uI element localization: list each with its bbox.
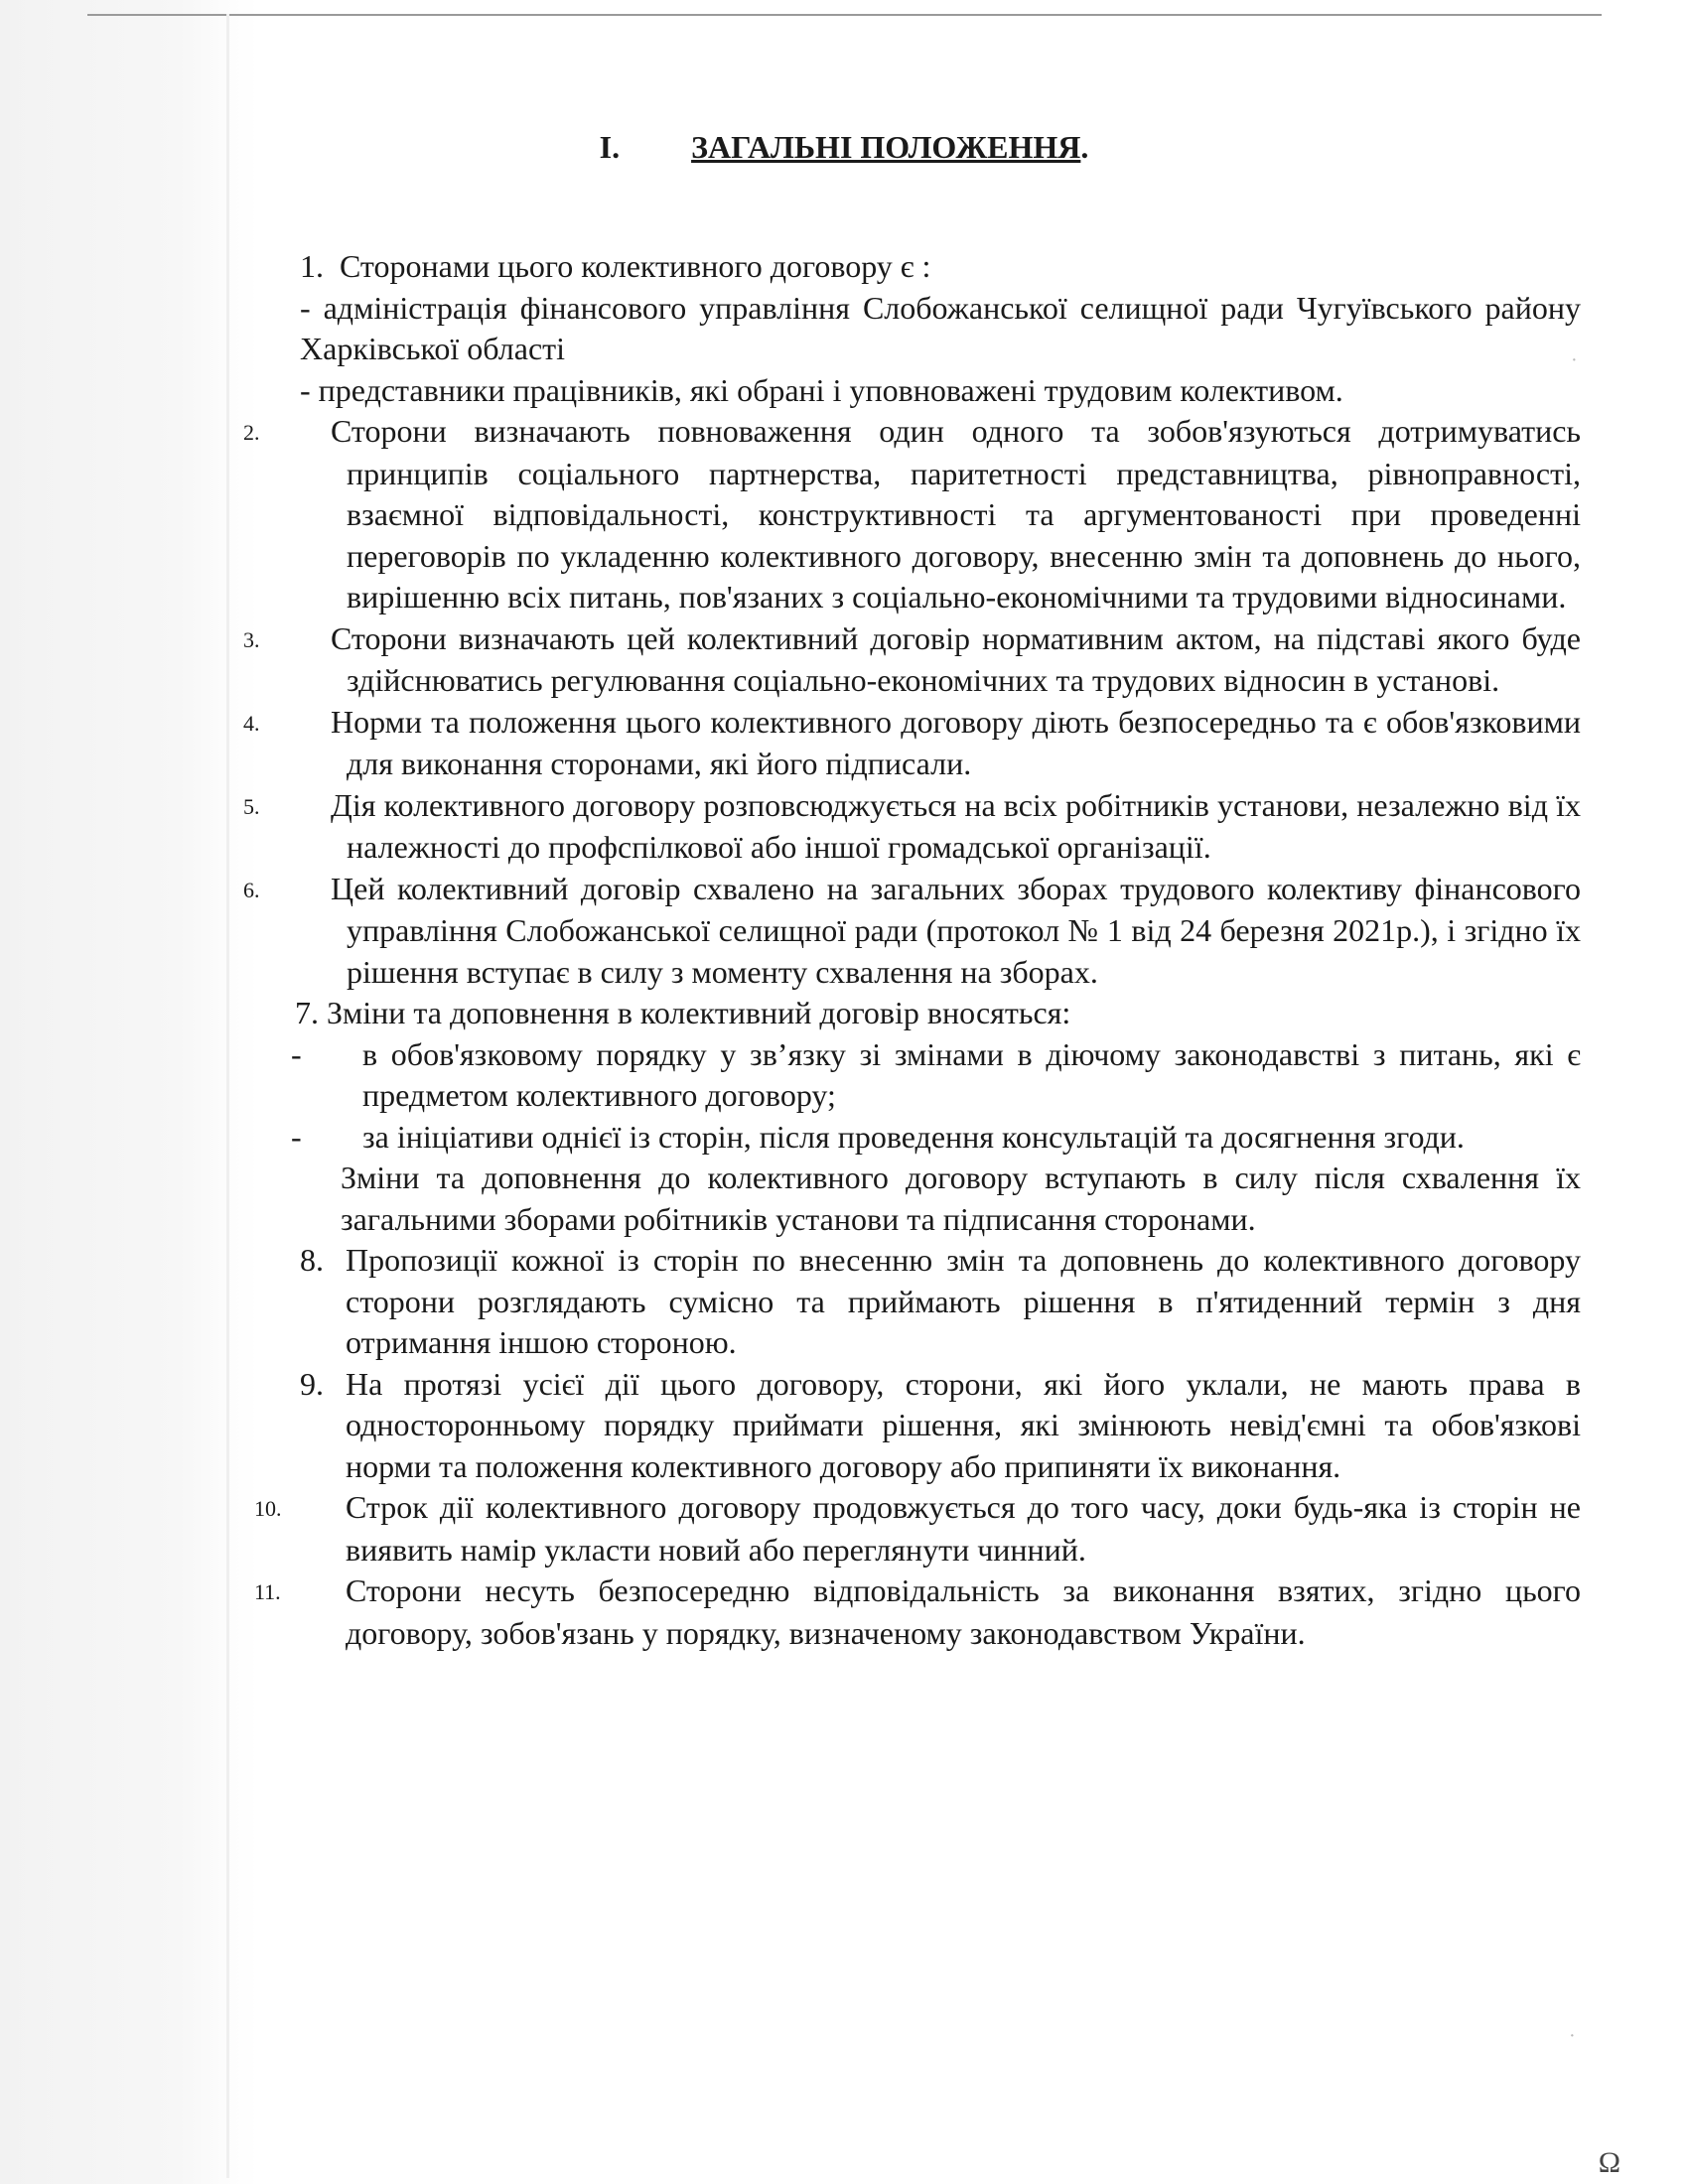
clause-text: Цей колективний договір схвалено на загальних зборах трудового колективу фінансового управління Слобожанської селищної ради (протокол № 1 від 24 березня 2021р.), і згідно їх рішення вступає в силу з моменту схвалення на зборах. bbox=[331, 870, 1581, 990]
clause-lead: Зміни та доповнення в колективний договір вносяться: bbox=[327, 995, 1071, 1030]
clause-4 bbox=[243, 702, 1581, 785]
dash-marker: - bbox=[291, 1118, 302, 1155]
clause-text: Норми та положення цього колективного договору діють безпосередньо та є обов'язковими для виконання сторонами, які його підписали. bbox=[331, 703, 1581, 781]
scan-speck: · bbox=[1569, 2025, 1576, 2047]
document-body bbox=[243, 246, 1581, 1654]
section-title-period: . bbox=[1080, 129, 1089, 165]
clause-3 bbox=[243, 618, 1581, 702]
clause-line: - представники працівників, які обрані і уповноважені трудовим колективом. bbox=[300, 371, 1343, 408]
clause-number: 10. bbox=[254, 1496, 282, 1521]
clause-text: Сторони визначають повноваження один одного та зобов'язуються дотримуватись принципів соціального партнерства, паритетності представництва, рівноправності, взаємної відповідальності, конструктивності та аргументованості при проведенні переговорів по укладенню колективного договору, внесенню змін та доповнень до нього, вирішенню всіх питань, пов'язаних з соціально-економічними та трудовими відносинами. bbox=[331, 413, 1581, 614]
clause-number: 6. bbox=[243, 877, 260, 902]
clause-lead: Сторонами цього колективного договору є : bbox=[340, 248, 931, 284]
clause-number: 11. bbox=[254, 1579, 281, 1604]
clause-11 bbox=[254, 1570, 1581, 1654]
clause-tail: Зміни та доповнення до колективного договору вступають в силу після схвалення їх загальними зборами робітників установи та підписання сторонами. bbox=[341, 1160, 1581, 1237]
subitem-text: в обов'язковому порядку у зв’язку зі змінами в діючому законодавстві з питань, які є предметом колективного договору; bbox=[362, 1035, 1581, 1113]
clause-subitem bbox=[291, 1034, 1581, 1117]
clause-7 bbox=[291, 993, 1581, 1240]
section-number: I. bbox=[599, 129, 621, 165]
clause-number: 9. bbox=[300, 1365, 324, 1402]
section-title: ЗАГАЛЬНІ ПОЛОЖЕННЯ bbox=[691, 129, 1081, 165]
clause-text: На протязі усієї дії цього договору, сторони, які його уклали, не мають права в односторонньому порядку приймати рішення, які змінюють невід'ємні та обов'язкові норми та положення колективного договору або припиняти їх виконання. bbox=[346, 1365, 1581, 1484]
clause-subitem bbox=[291, 1117, 1581, 1159]
clause-number: 5. bbox=[243, 793, 260, 819]
scan-edge-left bbox=[226, 14, 229, 2178]
section-heading bbox=[0, 129, 1688, 166]
clause-5 bbox=[243, 785, 1581, 869]
clause-number: 2. bbox=[243, 420, 260, 445]
clause-text: Сторони визначають цей колективний договір нормативним актом, на підставі якого буде здійснюватись регулювання соціально-економічних та трудових відносин в установі. bbox=[331, 619, 1581, 698]
clause-number: 8. bbox=[300, 1242, 324, 1278]
subitem-text: за ініціативи однієї із сторін, після проведення консультацій та досягнення згоди. bbox=[362, 1118, 1465, 1155]
clause-10 bbox=[254, 1487, 1581, 1570]
clause-number: 3. bbox=[243, 626, 260, 652]
clause-8 bbox=[300, 1240, 1581, 1364]
clause-text: Сторони несуть безпосередню відповідальність за виконання взятих, згідно цього договору, зобов'язань у порядку, визначеному законодавством України. bbox=[346, 1572, 1581, 1651]
clause-text: Дія колективного договору розповсюджується на всіх робітників установи, незалежно від їх належності до профспілкової або іншої громадської організації. bbox=[331, 786, 1581, 865]
scan-speck: · bbox=[1571, 349, 1578, 371]
clause-6 bbox=[243, 869, 1581, 994]
clause-number: 4. bbox=[243, 710, 260, 736]
clause-line: - адміністрація фінансового управління Слобожанської селищної ради Чугуївського району Харківської області bbox=[300, 289, 1581, 366]
scan-edge-top bbox=[87, 14, 1602, 16]
page-corner-mark: Ω bbox=[1598, 2146, 1620, 2179]
clause-number: 7. bbox=[295, 995, 319, 1030]
clause-text: Пропозиції кожної із сторін по внесенню змін та доповнень до колективного договору сторони розглядають сумісно та приймають рішення в п'ятиденний термін з дня отримання іншою стороною. bbox=[346, 1242, 1581, 1360]
clause-text: Строк дії колективного договору продовжується до того часу, доки будь-яка із сторін не виявить намір укласти новий або переглянути чинний. bbox=[346, 1489, 1581, 1568]
dash-marker: - bbox=[291, 1035, 302, 1072]
clause-2 bbox=[243, 411, 1581, 618]
clause-number: 1. bbox=[300, 248, 324, 284]
clause-1 bbox=[300, 246, 1581, 411]
clause-9 bbox=[300, 1364, 1581, 1488]
